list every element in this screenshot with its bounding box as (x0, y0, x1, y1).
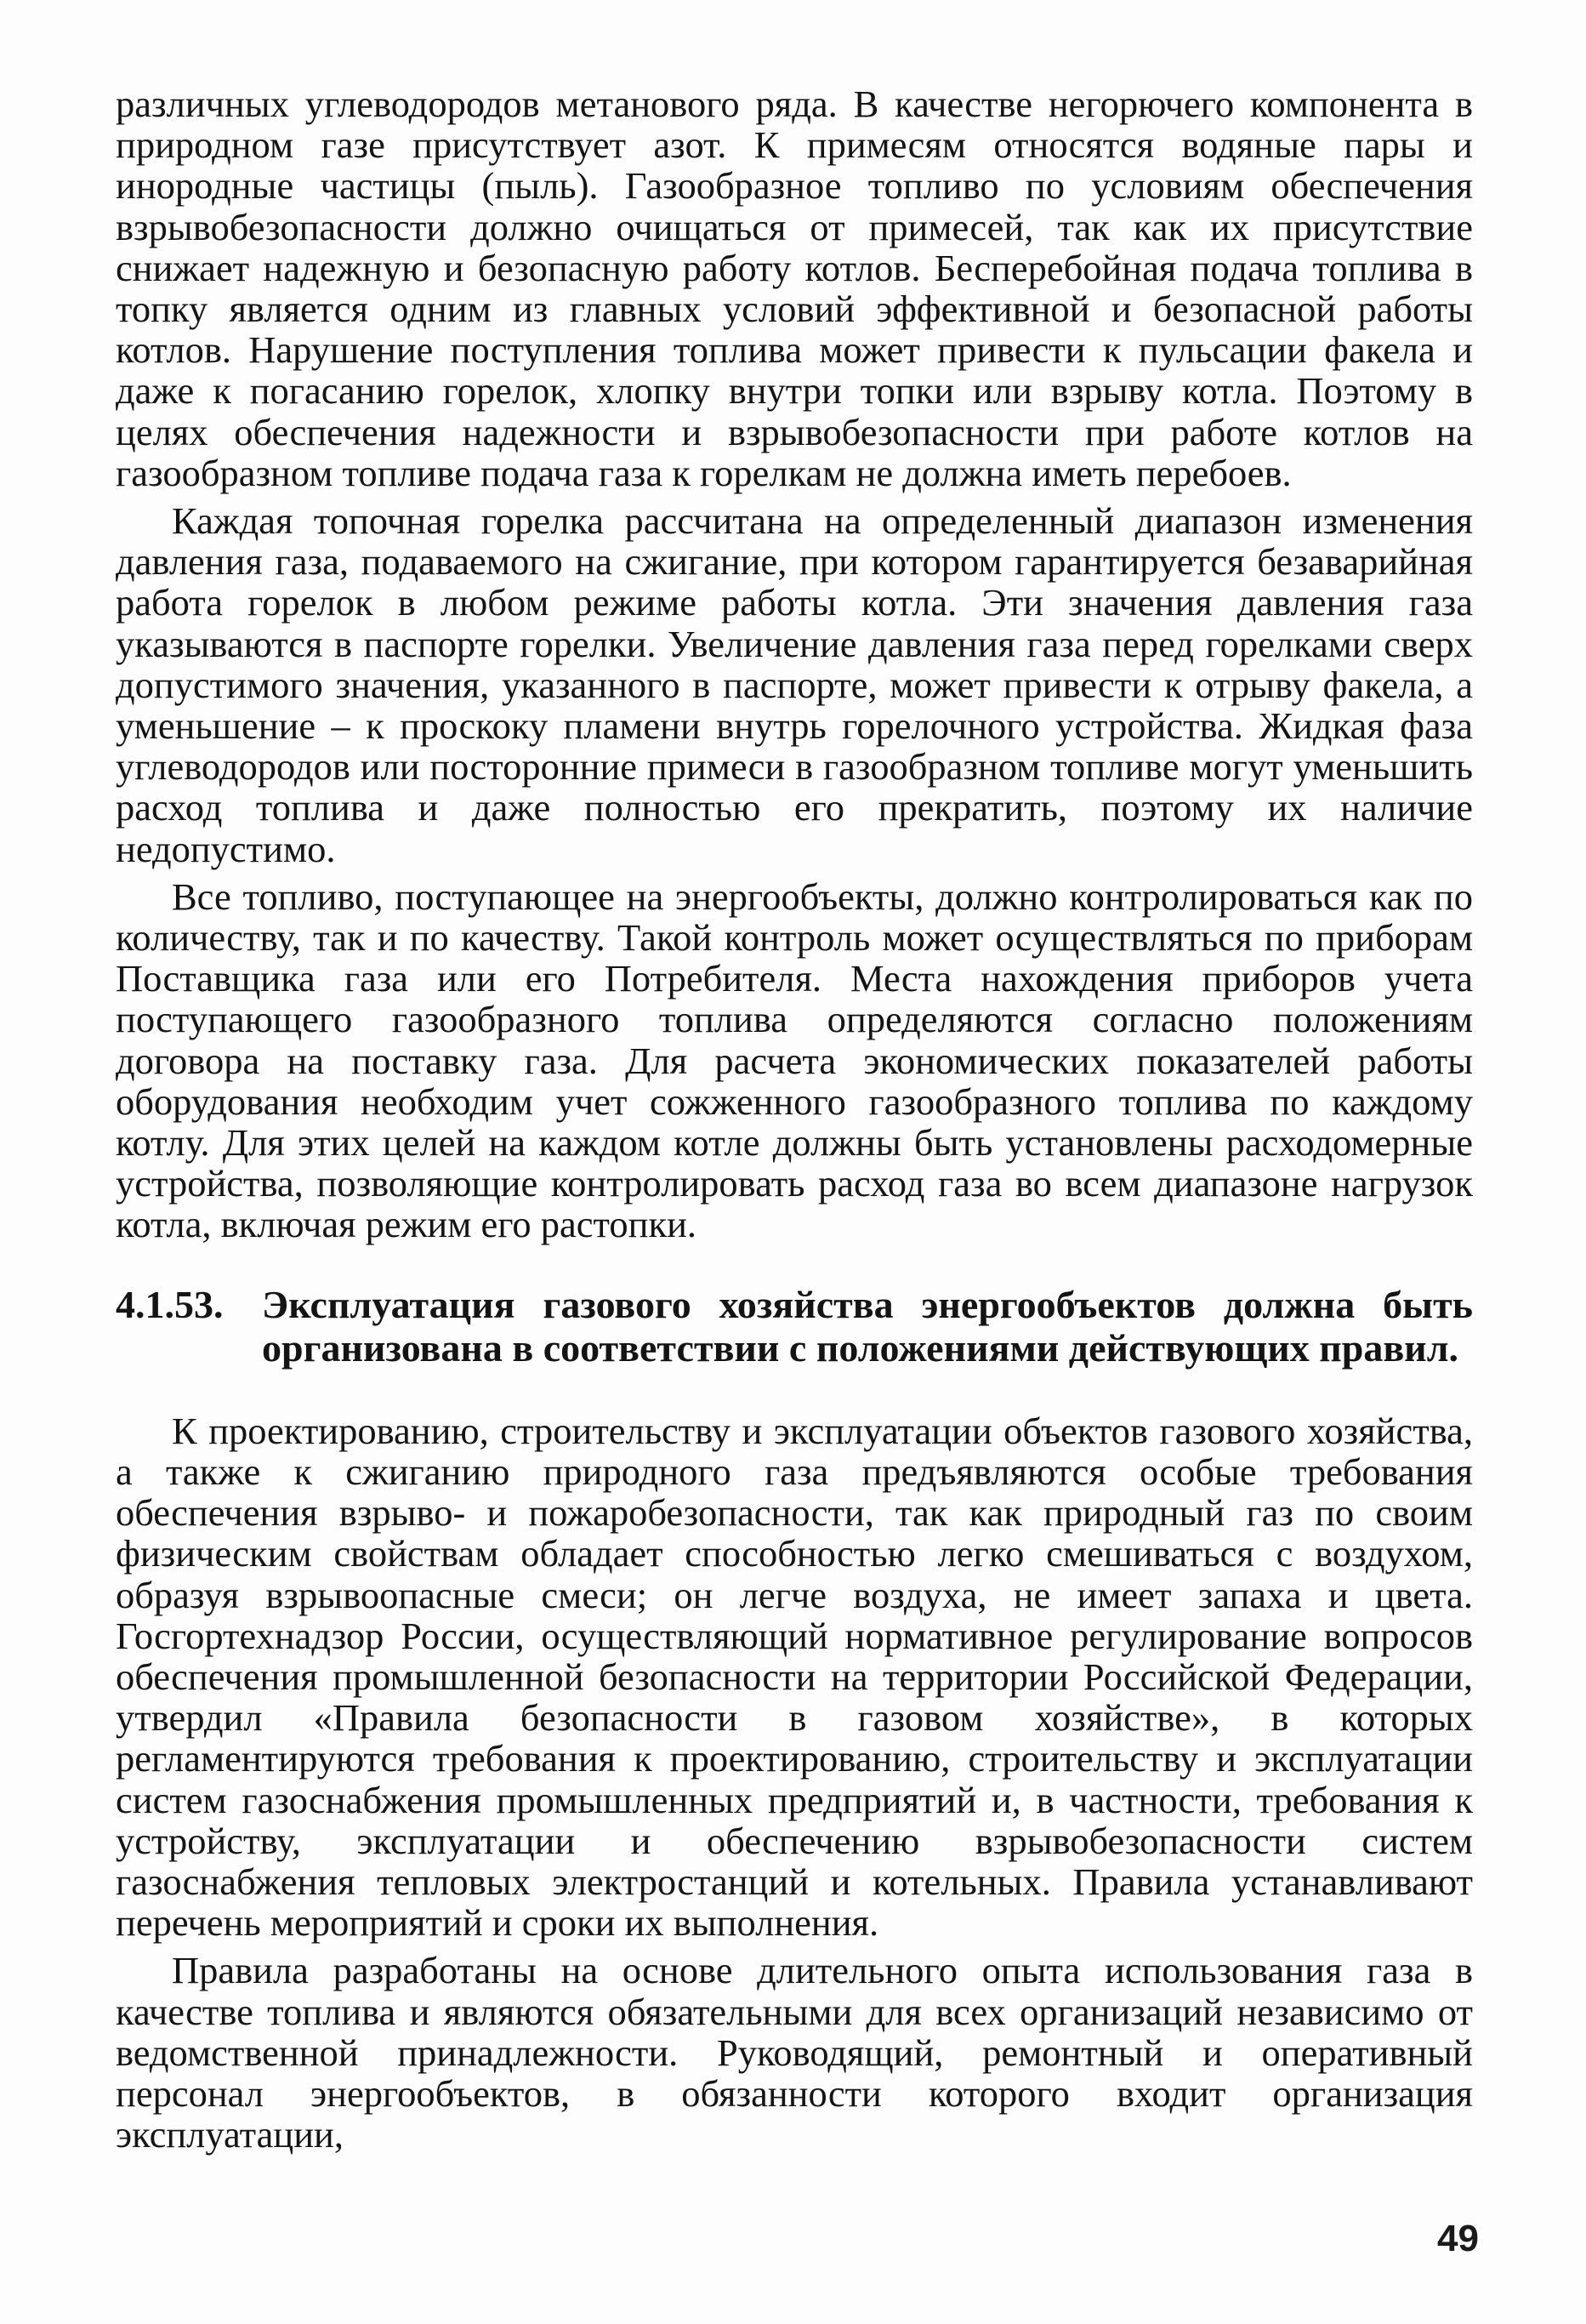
section-heading (116, 1283, 1473, 1370)
paragraph-burner-pressure-range: Каждая топочная горелка рассчитана на определенный диапазон изменения давления газа, подаваемого на сжигание, при котором гарантируется безаварийная работа горелок в любом режиме работы котла. Эти значения давления газа указываются в паспорте горелки. Увеличение давления газа перед горелками сверх допустимого значения, указанного в паспорте, может привести к отрыву факела, а уменьшение – к проскоку пламени внутрь горелочного устройства. Жидкая фаза углеводородов или посторонние примеси в газообразном топливе могут уменьшить расход топлива и даже полностью его прекратить, поэтому их наличие недопустимо. (116, 499, 1473, 870)
section-title: Эксплуатация газового хозяйства энергообъектов должна быть организована в соответствии с положениями действующих правил. (262, 1282, 1473, 1370)
paragraph-fuel-metering: Все топливо, поступающее на энергообъекты, должно контролироваться как по количеству, так и по качеству. Такой контроль может осуществляться по приборам Поставщика газа или его Потребителя. Места нахождения приборов учета поступающего газообразного топлива определяются согласно положениям договора на поставку газа. Для расчета экономических показателей работы оборудования необходим учет сожженного газообразного топлива по каждому котлу. Для этих целей на каждом котле должны быть установлены расходомерные устройства, позволяющие контролировать расход газа во всем диапазоне нагрузок котла, включая режим его растопки. (116, 874, 1473, 1246)
paragraph-rules-scope: Правила разработаны на основе длительного опыта использования газа в качестве топлива и являются обязательными для всех организаций независимо от ведомственной принадлежности. Руководящий, ремонтный и оперативный персонал энергообъектов, в обязанности которого входит организация эксплуатации, (116, 1949, 1473, 2156)
page-number: 49 (1437, 2218, 1479, 2259)
paragraph-safety-requirements: К проектированию, строительству и эксплуатации объектов газового хозяйства, а также к сжиганию природного газа предъявляются особые требования обеспечения взрыво- и пожаробезопасности, так как природный газ по своим физическим свойствам обладает способностью легко смешиваться с воздухом, образуя взрывоопасные смеси; он легче воздуха, не имеет запаха и цвета. Госгортехнадзор России, осуществляющий нормативное регулирование вопросов обеспечения промышленной безопасности на территории Российской Федерации, утвердил «Правила безопасности в газовом хозяйстве», в которых регламентируются требования к проектированию, строительству и эксплуатации систем газоснабжения промышленных предприятий и, в частности, требования к устройству, эксплуатации и обеспечению взрывобезопасности систем газоснабжения тепловых электростанций и котельных. Правила устанавливают перечень мероприятий и сроки их выполнения. (116, 1409, 1473, 1945)
page-body (116, 83, 1473, 2162)
paragraph-gas-supply-continuity: различных углеводородов метанового ряда. В качестве негорючего компонента в природном газе присутствует азот. К примесям относятся водяные пары и инородные частицы (пыль). Газообразное топливо по условиям обеспечения взрывобезопасности должно очищаться от примесей, так как их присутствие снижает надежную и безопасную работу котлов. Бесперебойная подача топлива в топку является одним из главных условий эффективной и безопасной работы котлов. Нарушение поступления топлива может привести к пульсации факела и даже к погасанию горелок, хлопку внутри топки или взрыву котла. Поэтому в целях обеспечения надежности и взрывобезопасности при работе котлов на газообразном топливе подача газа к горелкам не должна иметь перебоев. (116, 83, 1473, 494)
section-number: 4.1.53. (116, 1282, 224, 1326)
